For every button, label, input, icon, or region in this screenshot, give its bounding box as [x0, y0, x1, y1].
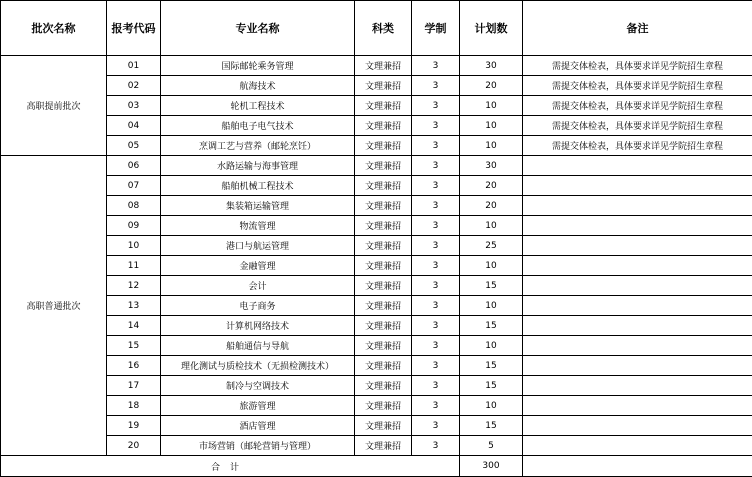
- plan-cell: 20: [460, 176, 523, 196]
- category-cell: 文理兼招: [355, 116, 412, 136]
- table-row: [1, 256, 752, 276]
- code-cell: 10: [107, 236, 161, 256]
- table-row: [1, 236, 752, 256]
- major-cell: 制冷与空调技术: [161, 376, 355, 396]
- plan-cell: 30: [460, 156, 523, 176]
- major-cell: 物流管理: [161, 216, 355, 236]
- category-cell: 文理兼招: [355, 76, 412, 96]
- table-row: [1, 116, 752, 136]
- table-row: [1, 396, 752, 416]
- note-cell: 需提交体检表，具体要求详见学院招生章程: [523, 136, 752, 156]
- code-cell: 15: [107, 336, 161, 356]
- category-cell: 文理兼招: [355, 156, 412, 176]
- note-cell: [523, 236, 752, 256]
- duration-cell: 3: [412, 416, 460, 436]
- note-cell: [523, 396, 752, 416]
- note-cell: [523, 196, 752, 216]
- table-row: [1, 216, 752, 236]
- major-cell: 船舶机械工程技术: [161, 176, 355, 196]
- major-cell: 市场营销（邮轮营销与管理）: [161, 436, 355, 456]
- code-cell: 19: [107, 416, 161, 436]
- plan-cell: 20: [460, 76, 523, 96]
- category-cell: 文理兼招: [355, 96, 412, 116]
- code-cell: 12: [107, 276, 161, 296]
- plan-cell: 10: [460, 96, 523, 116]
- table-row: [1, 436, 752, 456]
- note-cell: [523, 376, 752, 396]
- duration-cell: 3: [412, 136, 460, 156]
- category-cell: 文理兼招: [355, 416, 412, 436]
- note-cell: 需提交体检表，具体要求详见学院招生章程: [523, 116, 752, 136]
- note-cell: [523, 336, 752, 356]
- header-major: 专业名称: [161, 1, 355, 56]
- major-cell: 计算机网络技术: [161, 316, 355, 336]
- major-cell: 旅游管理: [161, 396, 355, 416]
- batch-name-cell: 高职提前批次: [1, 56, 107, 156]
- header-batch: 批次名称: [1, 1, 107, 56]
- code-cell: 03: [107, 96, 161, 116]
- table-row: [1, 376, 752, 396]
- major-cell: 港口与航运管理: [161, 236, 355, 256]
- batch-name-cell: 高职普通批次: [1, 156, 107, 456]
- category-cell: 文理兼招: [355, 436, 412, 456]
- code-cell: 09: [107, 216, 161, 236]
- major-cell: 集装箱运输管理: [161, 196, 355, 216]
- major-cell: 理化测试与质检技术（无损检测技术）: [161, 356, 355, 376]
- note-cell: [523, 156, 752, 176]
- category-cell: 文理兼招: [355, 236, 412, 256]
- major-cell: 电子商务: [161, 296, 355, 316]
- duration-cell: 3: [412, 56, 460, 76]
- duration-cell: 3: [412, 216, 460, 236]
- table-row: [1, 156, 752, 176]
- duration-cell: 3: [412, 176, 460, 196]
- note-cell: 需提交体检表，具体要求详见学院招生章程: [523, 76, 752, 96]
- note-cell: [523, 316, 752, 336]
- plan-cell: 10: [460, 336, 523, 356]
- table-row: [1, 336, 752, 356]
- note-cell: [523, 216, 752, 236]
- header-plan: 计划数: [460, 1, 523, 56]
- table-row: [1, 356, 752, 376]
- plan-cell: 15: [460, 356, 523, 376]
- code-cell: 07: [107, 176, 161, 196]
- duration-cell: 3: [412, 376, 460, 396]
- plan-cell: 25: [460, 236, 523, 256]
- code-cell: 16: [107, 356, 161, 376]
- category-cell: 文理兼招: [355, 336, 412, 356]
- header-category: 科类: [355, 1, 412, 56]
- note-cell: [523, 256, 752, 276]
- duration-cell: 3: [412, 236, 460, 256]
- code-cell: 18: [107, 396, 161, 416]
- code-cell: 11: [107, 256, 161, 276]
- major-cell: 酒店管理: [161, 416, 355, 436]
- code-cell: 04: [107, 116, 161, 136]
- duration-cell: 3: [412, 196, 460, 216]
- code-cell: 13: [107, 296, 161, 316]
- code-cell: 08: [107, 196, 161, 216]
- duration-cell: 3: [412, 396, 460, 416]
- major-cell: 国际邮轮乘务管理: [161, 56, 355, 76]
- code-cell: 17: [107, 376, 161, 396]
- total-plan: 300: [460, 456, 523, 477]
- duration-cell: 3: [412, 296, 460, 316]
- major-cell: 会计: [161, 276, 355, 296]
- major-cell: 船舶通信与导航: [161, 336, 355, 356]
- table-row: [1, 56, 752, 76]
- duration-cell: 3: [412, 356, 460, 376]
- header-row: [1, 1, 752, 56]
- duration-cell: 3: [412, 76, 460, 96]
- code-cell: 06: [107, 156, 161, 176]
- category-cell: 文理兼招: [355, 256, 412, 276]
- code-cell: 02: [107, 76, 161, 96]
- major-cell: 船舶电子电气技术: [161, 116, 355, 136]
- table-row: [1, 296, 752, 316]
- total-row: [1, 456, 752, 477]
- header-note: 备注: [523, 1, 752, 56]
- major-cell: 航海技术: [161, 76, 355, 96]
- category-cell: 文理兼招: [355, 56, 412, 76]
- note-cell: [523, 416, 752, 436]
- duration-cell: 3: [412, 276, 460, 296]
- duration-cell: 3: [412, 156, 460, 176]
- major-cell: 水路运输与海事管理: [161, 156, 355, 176]
- category-cell: 文理兼招: [355, 396, 412, 416]
- plan-cell: 20: [460, 196, 523, 216]
- category-cell: 文理兼招: [355, 136, 412, 156]
- plan-cell: 10: [460, 256, 523, 276]
- duration-cell: 3: [412, 256, 460, 276]
- table-row: [1, 276, 752, 296]
- category-cell: 文理兼招: [355, 196, 412, 216]
- note-cell: [523, 296, 752, 316]
- note-cell: [523, 356, 752, 376]
- total-label: 合计: [1, 456, 460, 477]
- major-cell: 烹调工艺与营养（邮轮烹饪）: [161, 136, 355, 156]
- category-cell: 文理兼招: [355, 296, 412, 316]
- duration-cell: 3: [412, 436, 460, 456]
- note-cell: [523, 176, 752, 196]
- category-cell: 文理兼招: [355, 176, 412, 196]
- code-cell: 14: [107, 316, 161, 336]
- plan-cell: 15: [460, 276, 523, 296]
- duration-cell: 3: [412, 336, 460, 356]
- duration-cell: 3: [412, 316, 460, 336]
- plan-cell: 15: [460, 316, 523, 336]
- plan-cell: 5: [460, 436, 523, 456]
- plan-cell: 10: [460, 116, 523, 136]
- duration-cell: 3: [412, 96, 460, 116]
- table-row: [1, 316, 752, 336]
- code-cell: 01: [107, 56, 161, 76]
- note-cell: [523, 436, 752, 456]
- note-cell: [523, 276, 752, 296]
- plan-cell: 30: [460, 56, 523, 76]
- table-row: [1, 176, 752, 196]
- plan-cell: 10: [460, 296, 523, 316]
- table-row: [1, 416, 752, 436]
- plan-cell: 10: [460, 216, 523, 236]
- table-row: [1, 76, 752, 96]
- note-cell: 需提交体检表，具体要求详见学院招生章程: [523, 96, 752, 116]
- duration-cell: 3: [412, 116, 460, 136]
- code-cell: 20: [107, 436, 161, 456]
- category-cell: 文理兼招: [355, 276, 412, 296]
- major-cell: 轮机工程技术: [161, 96, 355, 116]
- note-cell: 需提交体检表，具体要求详见学院招生章程: [523, 56, 752, 76]
- plan-cell: 15: [460, 416, 523, 436]
- total-note: [523, 456, 752, 477]
- major-cell: 金融管理: [161, 256, 355, 276]
- category-cell: 文理兼招: [355, 356, 412, 376]
- table-row: [1, 96, 752, 116]
- header-code: 报考代码: [107, 1, 161, 56]
- header-duration: 学制: [412, 1, 460, 56]
- category-cell: 文理兼招: [355, 316, 412, 336]
- category-cell: 文理兼招: [355, 216, 412, 236]
- table-body: [1, 56, 752, 477]
- code-cell: 05: [107, 136, 161, 156]
- table-row: [1, 196, 752, 216]
- plan-cell: 10: [460, 136, 523, 156]
- table-row: [1, 136, 752, 156]
- plan-cell: 10: [460, 396, 523, 416]
- plan-cell: 15: [460, 376, 523, 396]
- category-cell: 文理兼招: [355, 376, 412, 396]
